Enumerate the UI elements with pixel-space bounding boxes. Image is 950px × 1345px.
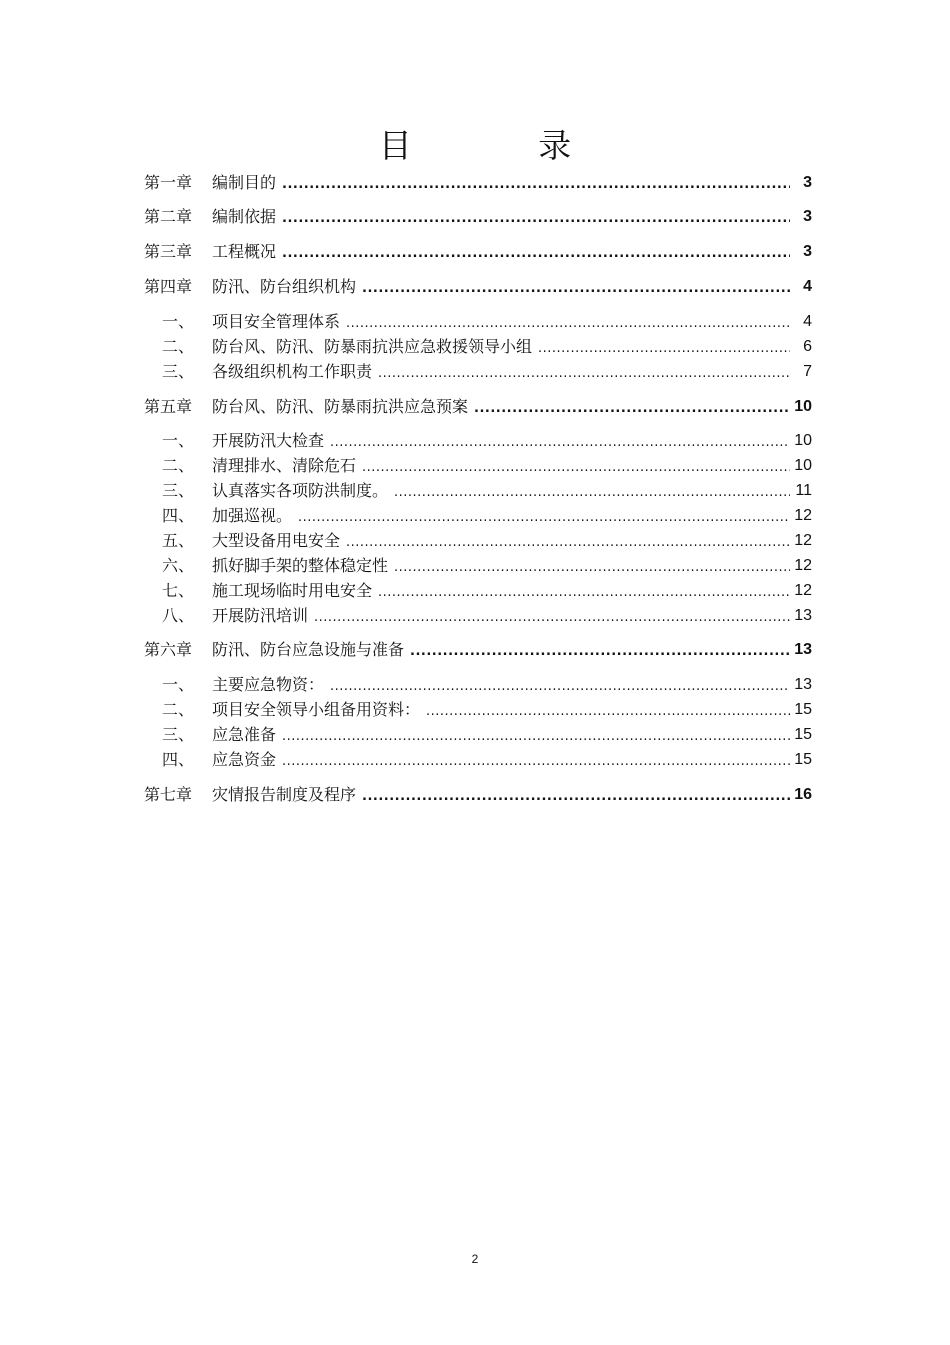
toc-entry-page: 10 [794, 398, 812, 415]
toc-section-entry[interactable] [162, 724, 812, 746]
toc-entry-number: 二、 [162, 456, 195, 475]
toc-entry-page: 10 [794, 457, 812, 474]
dot-leader [538, 336, 790, 358]
dot-leader [330, 430, 790, 452]
dot-leader [330, 674, 790, 696]
toc-entry-page: 3 [803, 174, 812, 191]
toc-section-entry[interactable] [162, 480, 812, 502]
toc-entry-number: 第四章 [144, 277, 193, 296]
dot-leader [410, 639, 790, 661]
toc-section-entry[interactable] [162, 674, 812, 696]
toc-section-entry[interactable] [162, 555, 812, 577]
toc-section-entry[interactable] [162, 699, 812, 721]
dot-leader [282, 724, 790, 746]
toc-entry-page: 13 [794, 607, 812, 624]
toc-entry-label: 防台风、防汛、防暴雨抗洪应急预案 [212, 397, 469, 416]
toc-chapter-entry[interactable] [144, 172, 812, 194]
toc-entry-page: 16 [794, 786, 812, 803]
toc-chapter-entry[interactable] [144, 784, 812, 806]
dot-leader [282, 206, 790, 228]
toc-entry-number: 一、 [162, 312, 195, 331]
dot-leader [362, 784, 790, 806]
toc-section-entry[interactable] [162, 505, 812, 527]
toc-entry-number: 六、 [162, 556, 195, 575]
toc-entry-label: 清理排水、清除危石 [212, 456, 357, 475]
dot-leader [394, 480, 790, 502]
toc-entry-label: 编制目的 [212, 173, 277, 192]
toc-entry-number: 第五章 [144, 397, 193, 416]
toc-entry-number: 二、 [162, 337, 195, 356]
toc-entry-label: 各级组织机构工作职责 [212, 362, 373, 381]
toc-entry-page: 15 [794, 751, 812, 768]
dot-leader [378, 580, 790, 602]
toc-entry-label: 加强巡视。 [212, 506, 293, 525]
toc-section-entry[interactable] [162, 605, 812, 627]
toc-entry-number: 第七章 [144, 785, 193, 804]
toc-entry-page: 15 [794, 726, 812, 743]
toc-chapter-entry[interactable] [144, 241, 812, 263]
toc-entry-label: 项目安全领导小组备用资料： [212, 700, 421, 719]
toc-entry-label: 防台风、防汛、防暴雨抗洪应急救援领导小组 [212, 337, 533, 356]
toc-entry-number: 第二章 [144, 207, 193, 226]
dot-leader [394, 555, 790, 577]
toc-entry-number: 七、 [162, 581, 195, 600]
dot-leader [314, 605, 790, 627]
toc-entry-page: 13 [794, 641, 812, 658]
dot-leader [346, 530, 790, 552]
toc-entry-page: 12 [794, 532, 812, 549]
toc-entry-page: 13 [794, 676, 812, 693]
toc-chapter-entry[interactable] [144, 206, 812, 228]
dot-leader [282, 172, 790, 194]
toc-entry-label: 防汛、防台组织机构 [212, 277, 357, 296]
dot-leader [282, 241, 790, 263]
toc-section-entry[interactable] [162, 430, 812, 452]
page-number: 2 [471, 1252, 479, 1266]
toc-chapter-entry[interactable] [144, 276, 812, 298]
toc-title: 目 录 [378, 126, 630, 165]
toc-entry-label: 大型设备用电安全 [212, 531, 341, 550]
dot-leader [474, 396, 790, 418]
dot-leader [282, 749, 790, 771]
toc-section-entry[interactable] [162, 336, 812, 358]
toc-entry-number: 第六章 [144, 640, 193, 659]
toc-entry-label: 抓好脚手架的整体稳定性 [212, 556, 389, 575]
toc-entry-label: 开展防汛大检查 [212, 431, 325, 450]
toc-entry-page: 12 [794, 582, 812, 599]
toc-entry-number: 一、 [162, 675, 195, 694]
toc-entry-label: 施工现场临时用电安全 [212, 581, 373, 600]
toc-entry-number: 一、 [162, 431, 195, 450]
dot-leader [298, 505, 790, 527]
toc-entry-page: 10 [794, 432, 812, 449]
toc-entry-label: 项目安全管理体系 [212, 312, 341, 331]
toc-entry-page: 12 [794, 507, 812, 524]
toc-entry-page: 6 [803, 338, 812, 355]
dot-leader [346, 311, 790, 333]
toc-entry-number: 四、 [162, 750, 195, 769]
toc-section-entry[interactable] [162, 361, 812, 383]
toc-entry-page: 11 [795, 482, 812, 499]
toc-entry-number: 五、 [162, 531, 195, 550]
toc-entry-page: 3 [803, 208, 812, 225]
toc-entry-page: 4 [803, 278, 812, 295]
toc-section-entry[interactable] [162, 455, 812, 477]
toc-chapter-entry[interactable] [144, 396, 812, 418]
toc-entry-number: 八、 [162, 606, 195, 625]
toc-chapter-entry[interactable] [144, 639, 812, 661]
toc-entry-label: 开展防汛培训 [212, 606, 309, 625]
toc-entry-label: 应急资金 [212, 750, 277, 769]
toc-entry-label: 主要应急物资： [212, 675, 325, 694]
toc-section-entry[interactable] [162, 580, 812, 602]
toc-entry-number: 三、 [162, 725, 195, 744]
dot-leader [378, 361, 790, 383]
dot-leader [426, 699, 790, 721]
toc-entry-number: 二、 [162, 700, 195, 719]
dot-leader [362, 276, 790, 298]
toc-entry-page: 7 [803, 363, 812, 380]
toc-entry-label: 工程概况 [212, 242, 277, 261]
toc-entry-page: 3 [803, 243, 812, 260]
toc-section-entry[interactable] [162, 749, 812, 771]
toc-entry-number: 四、 [162, 506, 195, 525]
toc-entry-page: 12 [794, 557, 812, 574]
toc-entry-page: 15 [794, 701, 812, 718]
toc-entry-number: 三、 [162, 362, 195, 381]
toc-section-entry[interactable] [162, 311, 812, 333]
toc-entry-page: 4 [803, 313, 812, 330]
toc-entry-label: 编制依据 [212, 207, 277, 226]
toc-entry-number: 第三章 [144, 242, 193, 261]
toc-entry-label: 灾情报告制度及程序 [212, 785, 357, 804]
toc-entry-label: 认真落实各项防洪制度。 [212, 481, 389, 500]
toc-entry-label: 防汛、防台应急设施与准备 [212, 640, 405, 659]
dot-leader [362, 455, 790, 477]
toc-section-entry[interactable] [162, 530, 812, 552]
toc-entry-number: 第一章 [144, 173, 193, 192]
toc-entry-label: 应急准备 [212, 725, 277, 744]
toc-entry-number: 三、 [162, 481, 195, 500]
